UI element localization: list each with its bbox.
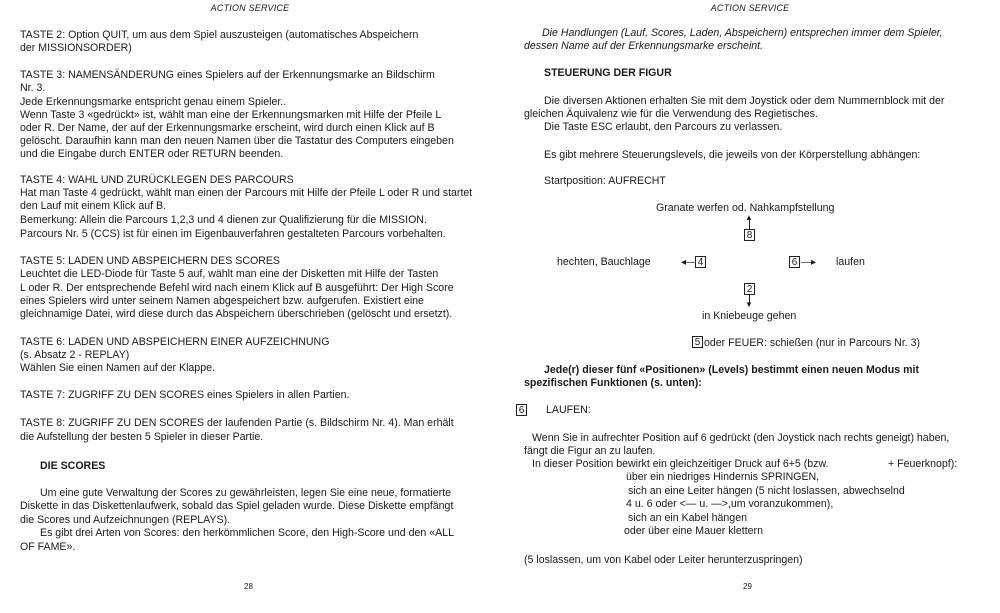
text-line: (s. Absatz 2 - REPLAY) xyxy=(20,349,130,361)
page-number: 28 xyxy=(244,582,253,591)
text-line: oder R. Der Name, der auf der Erkennungsmarke erscheint, wird durch einen Klick auf B xyxy=(20,122,435,134)
section-heading: STEUERUNG DER FIGUR xyxy=(544,67,672,79)
start-position-label: Startposition: AUFRECHT xyxy=(544,175,666,187)
text-line: TASTE 6: LADEN UND ABSPEICHERN EINER AUFZEICHNUNG xyxy=(20,336,330,348)
key-6-box: 6 xyxy=(516,404,527,416)
text-line: TASTE 5: LADEN UND ABSPEICHERN DES SCORES xyxy=(20,255,281,267)
laufen-heading: LAUFEN: xyxy=(546,404,591,416)
text-line: Wenn Sie in aufrechter Position auf 6 gedrückt (den Joystick nach rechts geneigt) haben, xyxy=(532,432,950,444)
text-line: OF FAME». xyxy=(20,541,76,553)
text-line: Nr. 3. xyxy=(20,82,46,94)
text-line: sich an ein Kabel hängen xyxy=(628,512,747,524)
key-6-box: 6 xyxy=(789,256,800,268)
text-line: den Lauf mit einem Klick auf B. xyxy=(20,200,167,212)
page-number: 29 xyxy=(743,582,752,591)
text-line: Parcours Nr. 5 (CCS) ist für einen im Eigenbauverfahren gestalteten Parcours vorbehalten. xyxy=(20,228,446,240)
text-line: fängt die Figur an zu laufen. xyxy=(524,445,656,457)
text-line: L oder R. Der entsprechende Befehl wird nach einem Klick auf B ausgeführt: Der High Score xyxy=(20,282,454,294)
left-arrow-icon: ◂— xyxy=(681,257,697,268)
diagram-left-label: hechten, Bauchlage xyxy=(557,256,651,268)
text-line: Die diversen Aktionen erhalten Sie mit dem Joystick oder dem Nummernblock mit der xyxy=(544,95,945,107)
key-8-box: 8 xyxy=(744,229,755,241)
section-heading: DIE SCORES xyxy=(40,460,106,472)
text-line: TASTE 4: WAHL UND ZURÜCKLEGEN DES PARCOURS xyxy=(20,174,294,186)
text-line: dessen Name auf der Erkennungsmarke erscheint. xyxy=(524,40,764,52)
up-arrowhead-icon: ▲ xyxy=(745,213,753,222)
text-line: gleichnamige Datei, wird diese durch das Abspeichern überschrieben (gelöscht und ersetzt). xyxy=(20,308,453,320)
text-line: Um eine gute Verwaltung der Scores zu gewährleisten, legen Sie eine neue, formatierte xyxy=(40,487,452,499)
fire-label: oder FEUER: schießen (nur in Parcours Nr. 3) xyxy=(704,337,921,349)
right-arrow-icon: —▸ xyxy=(801,257,817,268)
text-line: In dieser Position bewirkt ein gleichzeitiger Druck auf 6+5 (bzw. xyxy=(532,458,829,470)
key-2-box: 2 xyxy=(744,283,755,295)
text-line: TASTE 7: ZUGRIFF ZU DEN SCORES eines Spielers in allen Partien. xyxy=(20,389,350,401)
text-line: die Scores und Aufzeichnungen (REPLAYS). xyxy=(20,514,231,526)
text-line: und die Eingabe durch ENTER oder RETURN beenden. xyxy=(20,148,284,160)
text-line: gleichen Äquivalenz wie für die Verwendung des Regietisches. xyxy=(524,108,818,120)
text-line: Jede Erkennungsmarke entspricht genau einem Spieler.. xyxy=(20,96,287,108)
text-line: Es gibt drei Arten von Scores: den herkömmlichen Score, den High-Score und den «ALL xyxy=(40,527,454,539)
text-line: oder über eine Mauer klettern xyxy=(624,525,763,537)
diagram-top-label: Granate werfen od. Nahkampfstellung xyxy=(656,202,835,214)
text-line: Die Handlungen (Lauf, Scores, Laden, Abspeichern) entsprechen immer dem Spieler, xyxy=(542,27,943,39)
text-line: über ein niedriges Hindernis SPRINGEN, xyxy=(626,471,820,483)
key-5-box: 5 xyxy=(692,336,703,348)
text-line: Wählen Sie einen Namen auf der Klappe. xyxy=(20,362,215,374)
text-line: TASTE 2: Option QUIT, um aus dem Spiel auszusteigen (automatisches Abspeichern xyxy=(20,29,419,41)
text-line: + Feuerknopf): xyxy=(888,458,958,470)
text-line: TASTE 3: NAMENSÄNDERUNG eines Spielers auf der Erkennungsmarke an Bildschirm xyxy=(20,69,435,81)
text-line: 4 u. 6 oder <— u. —>,um voranzukommen), xyxy=(626,498,834,510)
text-line: (5 loslassen, um von Kabel oder Leiter herunterzuspringen) xyxy=(524,554,803,566)
text-line: Die Taste ESC erlaubt, den Parcours zu verlassen. xyxy=(544,121,783,133)
text-line: Jede(r) dieser fünf «Positionen» (Levels) bestimmt einen neuen Modus mit xyxy=(544,364,919,376)
text-line: Bemerkung: Allein die Parcours 1,2,3 und 4 dienen zur Qualifizierung für die MISSION. xyxy=(20,214,427,226)
text-line: die Aufstellung der besten 5 Spieler in dieser Partie. xyxy=(20,431,264,443)
text-line: der MISSIONSORDER) xyxy=(20,42,132,54)
text-line: TASTE 8: ZUGRIFF ZU DEN SCORES der laufenden Partie (s. Bildschirm Nr. 4). Man erhält xyxy=(20,417,454,429)
text-line: Diskette in das Diskettenlaufwerk, sobald das Spiel geladen wurde. Diese Diskette empfängt xyxy=(20,500,454,512)
key-4-box: 4 xyxy=(695,256,706,268)
text-line: gelöscht. Daraufhin kann man den neuen Namen über die Tastatur des Computers eingeben xyxy=(20,135,454,147)
text-line: Es gibt mehrere Steuerungslevels, die jeweils von der Körperstellung abhängen: xyxy=(544,149,921,161)
text-line: sich an eine Leiter hängen (5 nicht loslassen, abwechselnd xyxy=(628,485,905,497)
text-line: eines Spielers wird unter seinem Namen abgespeichert bzw. aufgerufen. Existiert eine xyxy=(20,295,424,307)
page-header: ACTION SERVICE xyxy=(210,3,290,13)
diagram-right-label: laufen xyxy=(836,256,865,268)
text-line: Hat man Taste 4 gedrückt, wählt man einen der Parcours mit Hilfe der Pfeile L oder R und startet xyxy=(20,187,473,199)
text-line: Wenn Taste 3 «gedrückt» ist, wählt man eine der Erkennungsmarken mit Hilfe der Pfeile L xyxy=(20,109,442,121)
down-arrowhead-icon: ▼ xyxy=(745,300,753,309)
right-page xyxy=(500,0,1000,613)
text-line: Leuchtet die LED-Diode für Taste 5 auf, wählt man eine der Disketten mit Hilfe der Tasten xyxy=(20,268,439,280)
page-header: ACTION SERVICE xyxy=(710,3,790,13)
diagram-bottom-label: in Kniebeuge gehen xyxy=(702,310,797,322)
text-line: spezifischen Funktionen (s. unten): xyxy=(524,377,702,389)
